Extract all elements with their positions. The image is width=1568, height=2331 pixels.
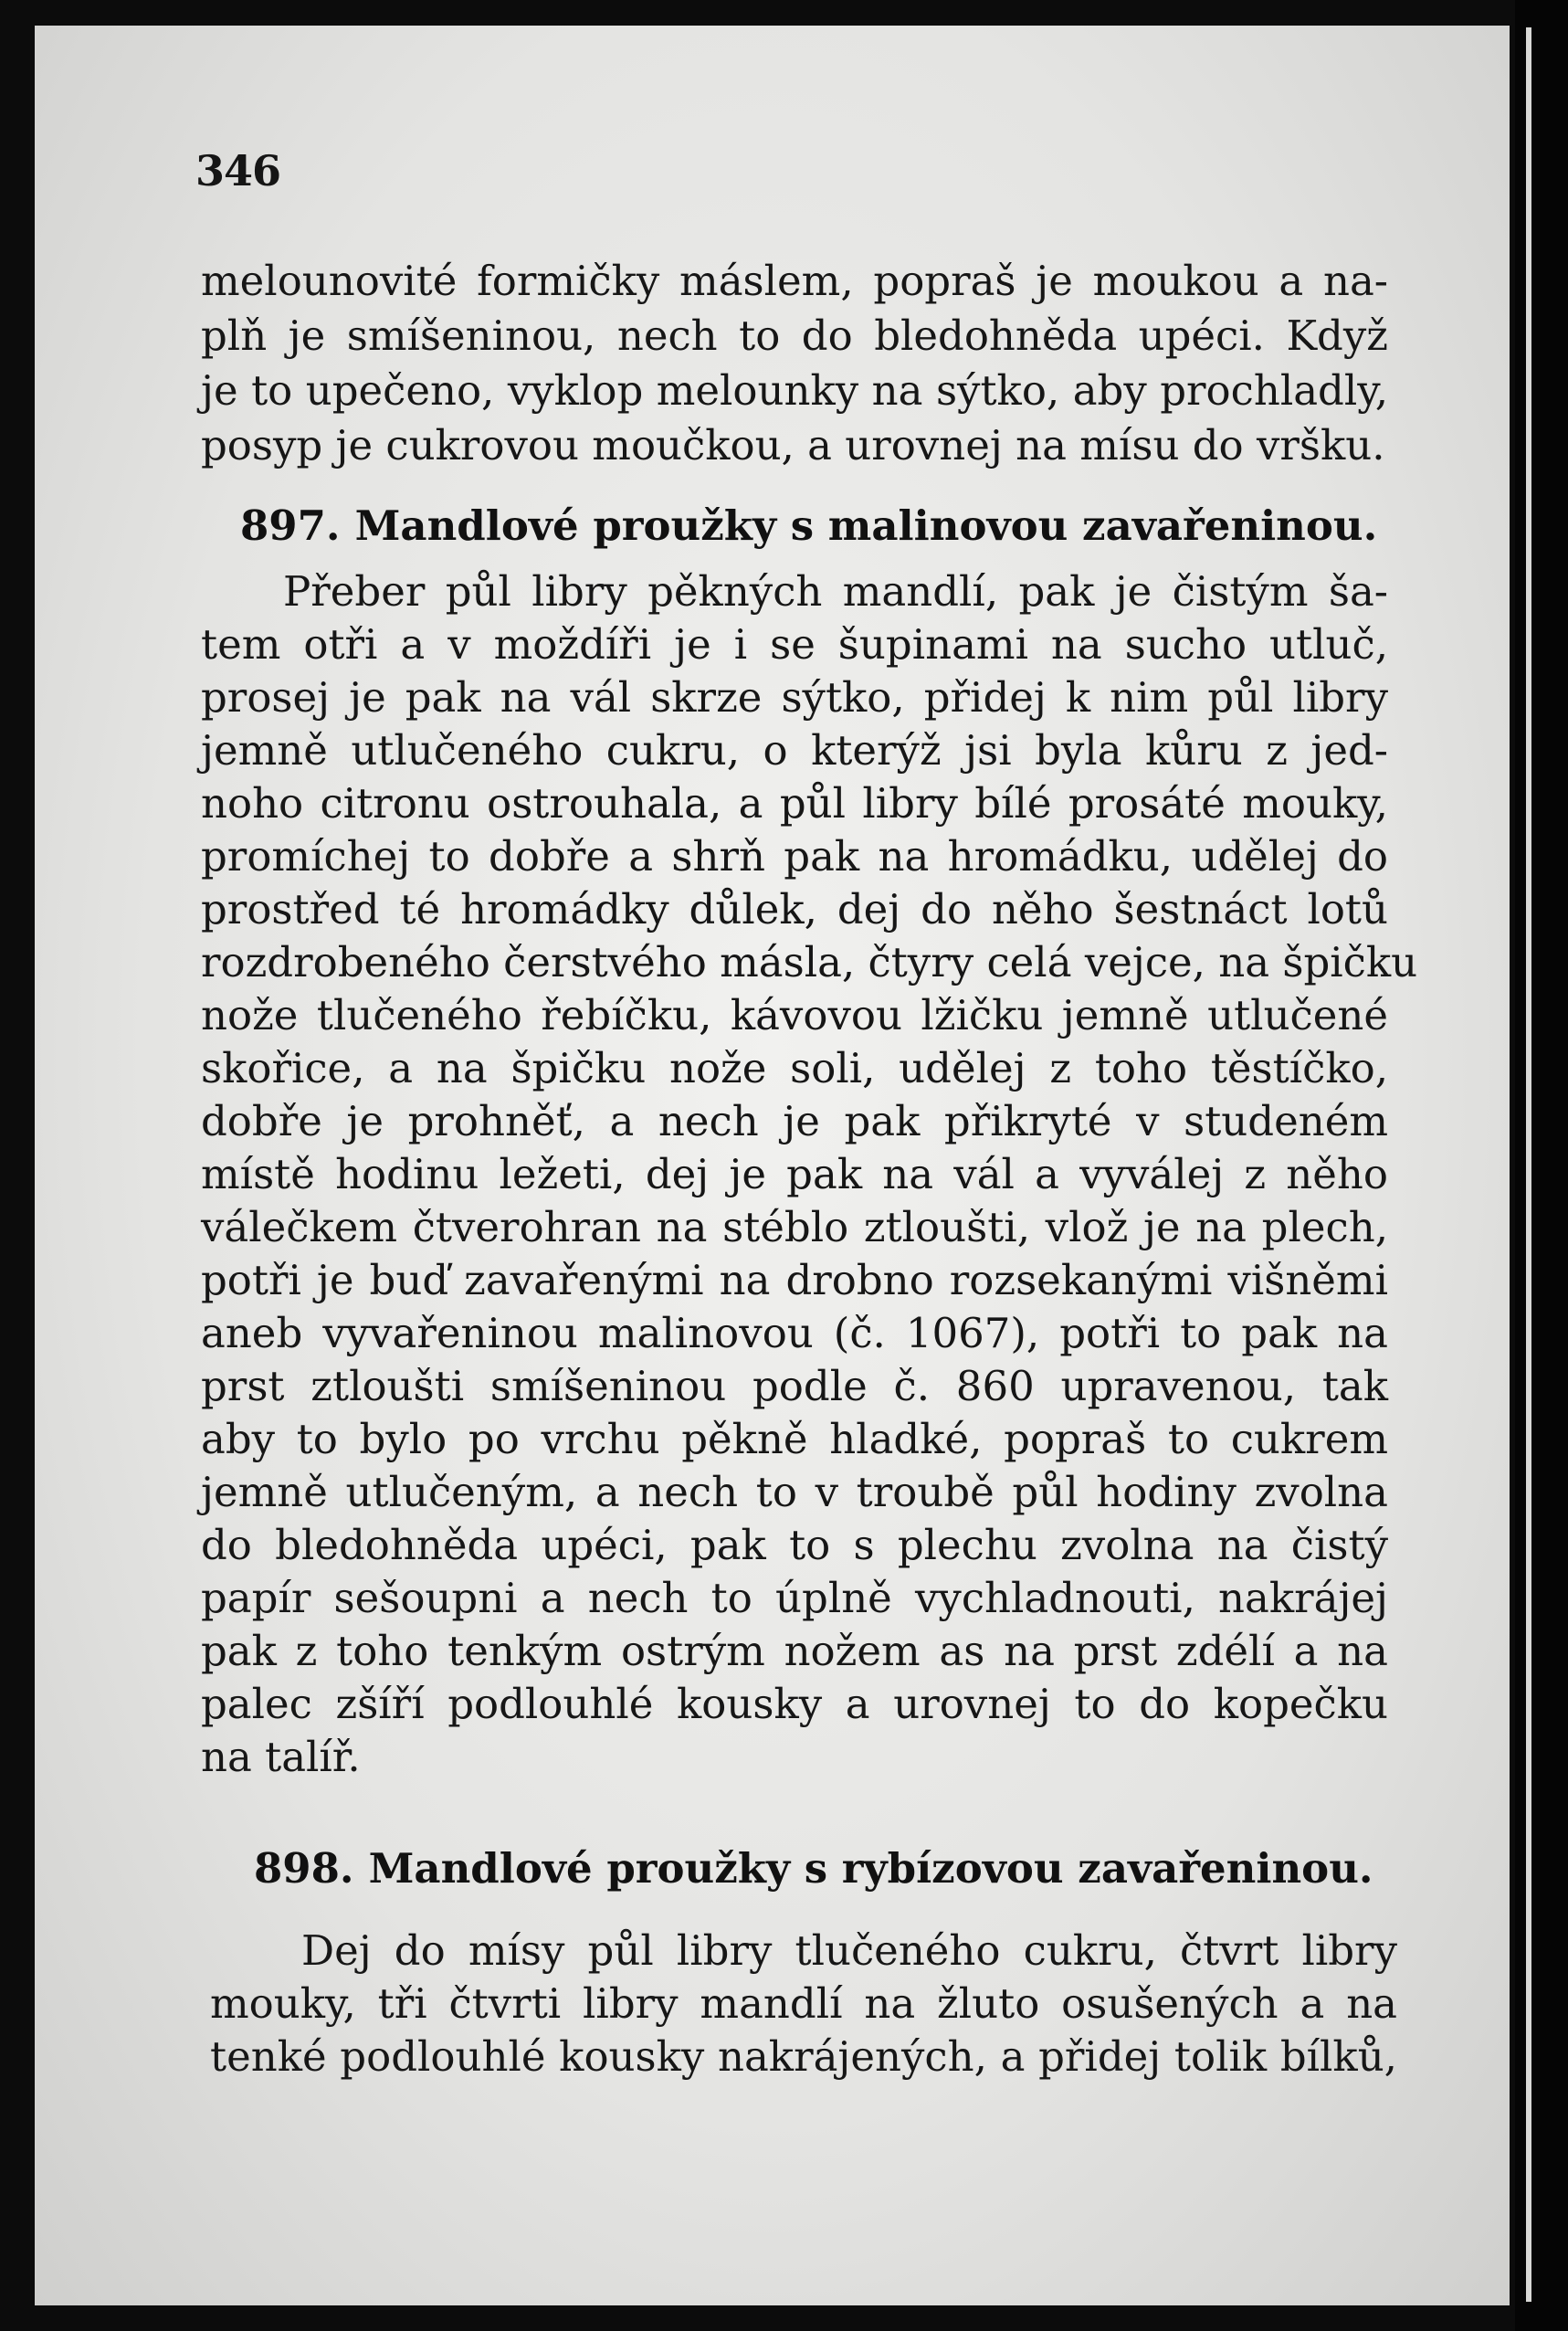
text-line: noho citronu ostrouhala, a půl libry bílé prosáté mouky, — [201, 779, 1388, 828]
page-number: 346 — [195, 146, 281, 195]
text-line: rozdrobeného čerstvého másla, čtyry celá vejce, na špičku — [201, 938, 1418, 986]
recipe-title: Mandlové proužky s malinovou zavařeninou. — [354, 501, 1378, 550]
text-line: Dej do mísy půl libry tlučeného cukru, čtvrt libry — [301, 1926, 1397, 1975]
text-line: nože tlučeného řebíčku, kávovou lžičku jemně utlučené — [201, 991, 1388, 1039]
recipe-heading-898 — [254, 1841, 1373, 1896]
scan-edge-stripe — [1526, 27, 1531, 2302]
text-line: jemně utlučeným, a nech to v troubě půl hodiny zvolna — [201, 1468, 1388, 1516]
recipe-number: 897. — [240, 501, 341, 550]
text-line: do bledohněda upéci, pak to s plechu zvolna na čistý — [201, 1521, 1388, 1569]
text-line: prst ztloušti smíšeninou podle č. 860 upravenou, tak — [201, 1362, 1388, 1410]
text-line: prosej je pak na vál skrze sýtko, přidej k nim půl libry — [201, 673, 1388, 722]
text-line: místě hodinu ležeti, dej je pak na vál a vyválej z něho — [201, 1150, 1388, 1198]
text-line: mouky, tři čtvrti libry mandlí na žluto osušených a na — [210, 1979, 1397, 2028]
text-line: aneb vyvařeninou malinovou (č. 1067), potři to pak na — [201, 1309, 1388, 1357]
recipe-number: 898. — [254, 1844, 354, 1893]
text-line: dobře je prohněť, a nech je pak přikryté v studeném — [201, 1097, 1388, 1145]
text-line: tenké podlouhlé kousky nakrájených, a přidej tolik bílků, — [210, 2032, 1397, 2081]
text-line: válečkem čtverohran na stéblo ztloušti, vlož je na plech, — [201, 1203, 1388, 1251]
recipe-title: Mandlové proužky s rybízovou zavařeninou. — [368, 1844, 1373, 1893]
text-line: tem otři a v moždíři je i se šupinami na sucho utluč, — [201, 620, 1388, 669]
text-line: melounovité formičky máslem, popraš je moukou a na- — [201, 257, 1388, 305]
text-line: prostřed té hromádky důlek, dej do něho šestnáct lotů — [201, 885, 1388, 933]
text-line: papír sešoupni a nech to úplně vychladnouti, nakrájej — [201, 1574, 1388, 1622]
text-line: je to upečeno, vyklop melounky na sýtko, aby prochladly, — [201, 366, 1388, 415]
text-line: jemně utlučeného cukru, o kterýž jsi byla kůru z jed- — [201, 726, 1388, 775]
book-page — [35, 26, 1510, 2305]
text-line: plň je smíšeninou, nech to do bledohněda upéci. Když — [201, 311, 1388, 360]
text-line: posyp je cukrovou moučkou, a urovnej na mísu do vršku. — [201, 421, 1385, 469]
text-line: pak z toho tenkým ostrým nožem as na prst zdélí a na — [201, 1627, 1388, 1675]
text-line: palec zšíří podlouhlé kousky a urovnej to do kopečku — [201, 1680, 1388, 1728]
recipe-heading-897 — [240, 499, 1377, 554]
scan-border — [1515, 0, 1568, 2331]
text-line: promíchej to dobře a shrň pak na hromádku, udělej do — [201, 832, 1388, 881]
text-line: aby to bylo po vrchu pěkně hladké, popraš to cukrem — [201, 1415, 1388, 1463]
text-line: skořice, a na špičku nože soli, udělej z toho těstíčko, — [201, 1044, 1388, 1092]
text-line: na talíř. — [201, 1733, 361, 1781]
text-line: potři je buď zavařenými na drobno rozsekanými višněmi — [201, 1256, 1388, 1304]
text-line: Přeber půl libry pěkných mandlí, pak je čistým ša- — [283, 567, 1388, 616]
